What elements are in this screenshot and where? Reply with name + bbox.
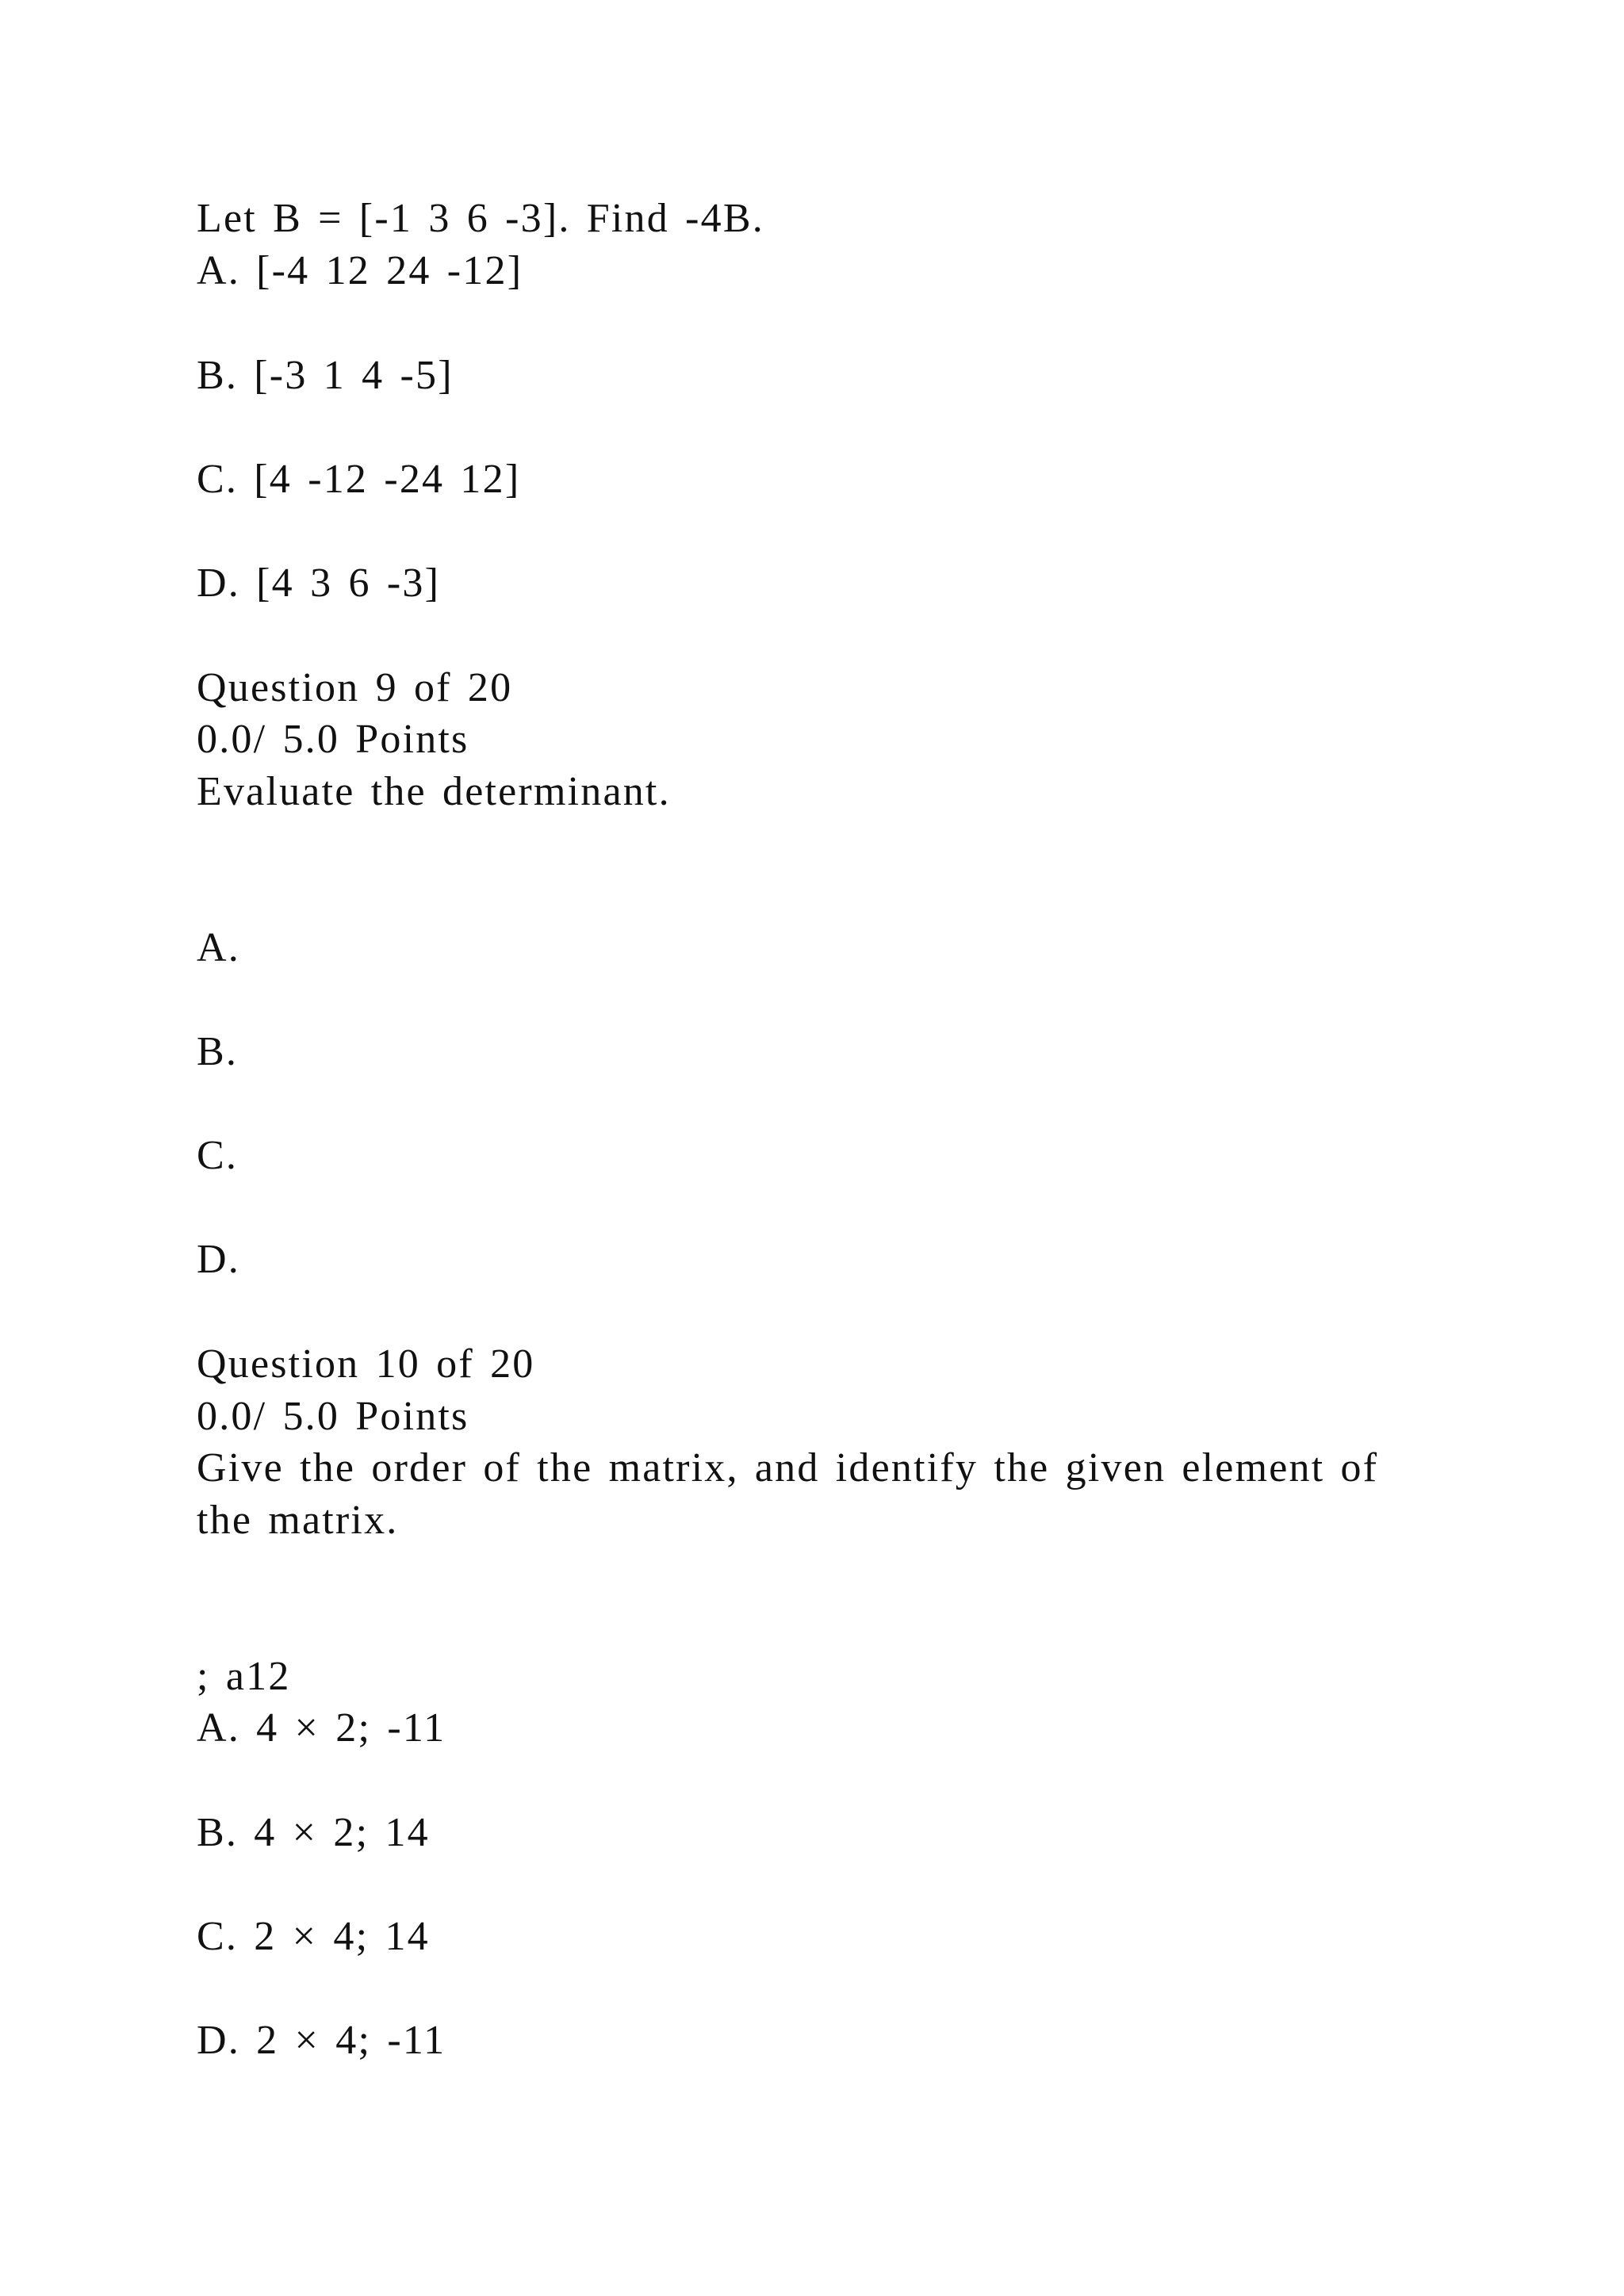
question-9-option-d: D.	[197, 1237, 240, 1282]
question-10-option-d: D. 2 × 4; -11	[197, 2018, 446, 2063]
question-9-option-a: A.	[197, 925, 240, 970]
question-10-prompt-line-2: the matrix.	[197, 1498, 399, 1543]
question-8-option-a: A. [-4 12 24 -12]	[197, 248, 523, 293]
question-10-element: ; a12	[197, 1654, 291, 1699]
question-10-header: Question 10 of 20	[197, 1341, 535, 1387]
question-9-prompt: Evaluate the determinant.	[197, 769, 671, 814]
question-9-option-b: B.	[197, 1029, 239, 1074]
question-9-points: 0.0/ 5.0 Points	[197, 717, 469, 762]
question-9-option-c: C.	[197, 1133, 239, 1178]
question-8-option-d: D. [4 3 6 -3]	[197, 561, 441, 606]
question-8-option-b: B. [-3 1 4 -5]	[197, 353, 454, 398]
question-10-points: 0.0/ 5.0 Points	[197, 1394, 469, 1439]
question-10-option-c: C. 2 × 4; 14	[197, 1914, 430, 1959]
question-10-option-b: B. 4 × 2; 14	[197, 1810, 430, 1855]
question-10-prompt-line-1: Give the order of the matrix, and identify the given element of	[197, 1445, 1379, 1490]
question-9-header: Question 9 of 20	[197, 665, 513, 710]
question-8-stem: Let B = [-1 3 6 -3]. Find -4B.	[197, 196, 764, 241]
question-8-option-c: C. [4 -12 -24 12]	[197, 457, 521, 502]
question-10-option-a: A. 4 × 2; -11	[197, 1705, 446, 1751]
